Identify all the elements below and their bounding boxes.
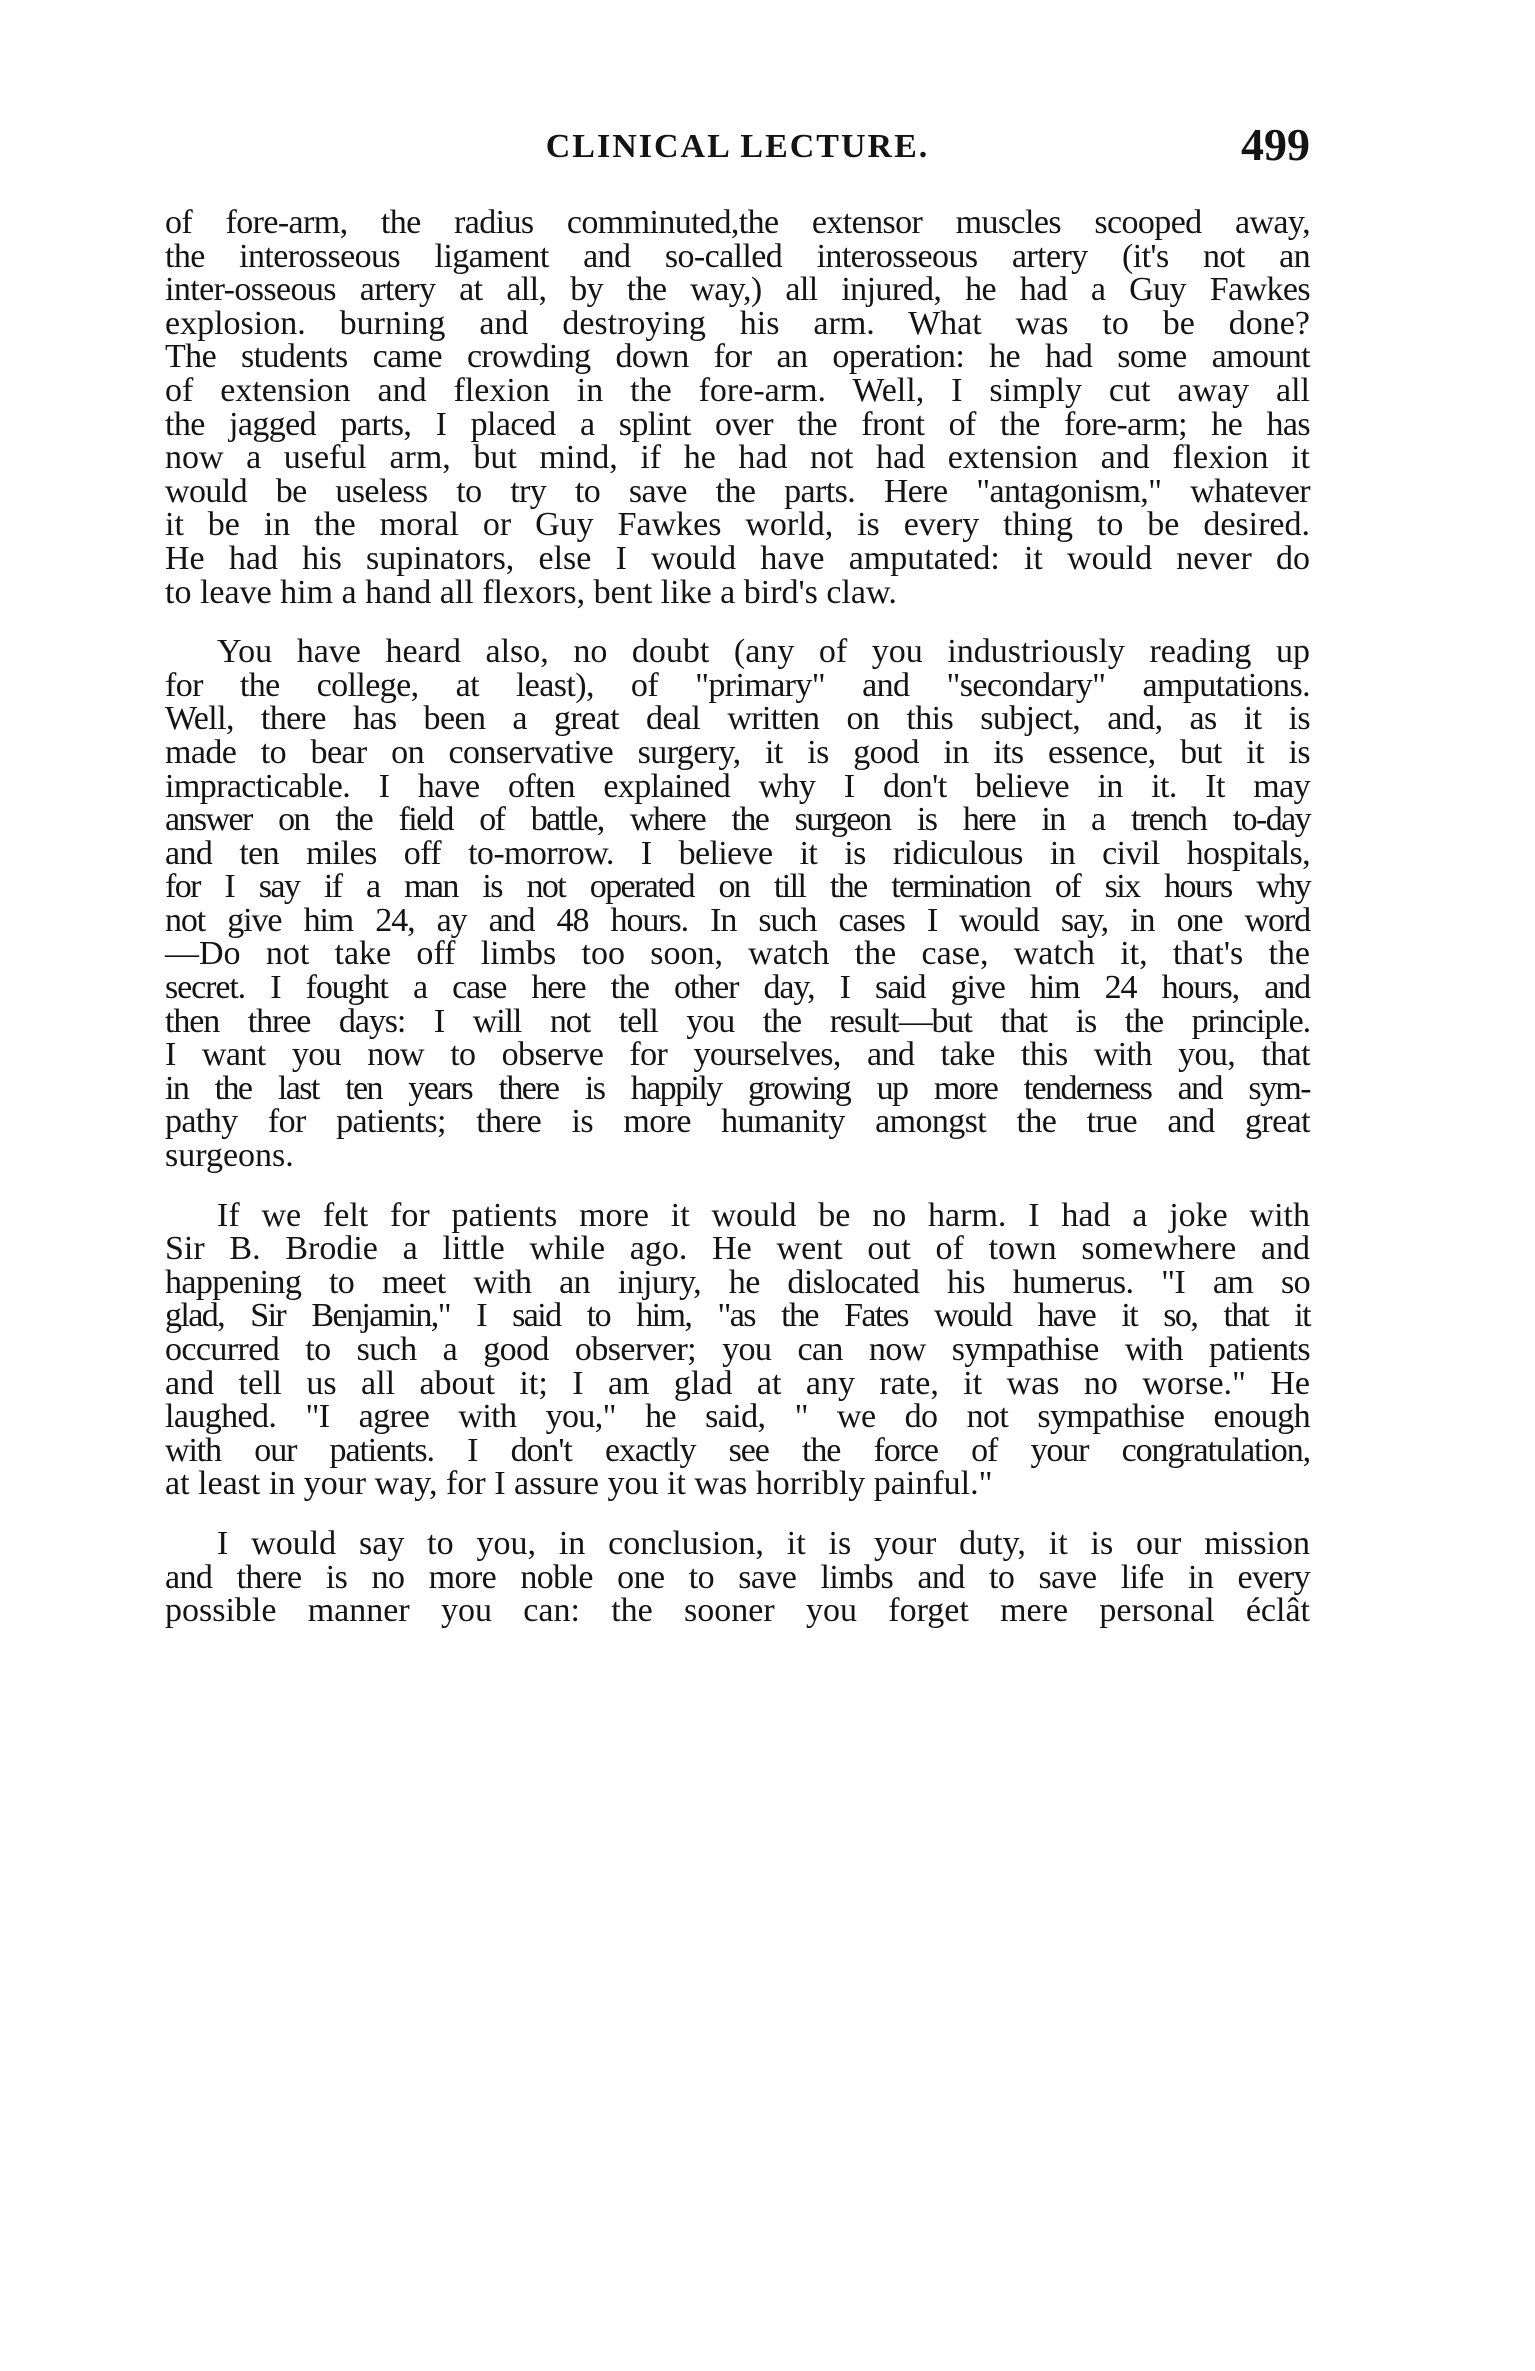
paragraph-2 bbox=[165, 635, 1310, 1173]
text-line: to leave him a hand all flexors, bent like a bird's claw. bbox=[165, 573, 897, 611]
text-line: He had his supinators, else I would have amputated: it would never do bbox=[165, 539, 1310, 577]
text-line: and ten miles off to-morrow. I believe it is ridiculous in civil hospitals, bbox=[165, 834, 1310, 872]
text-line: Sir B. Brodie a little while ago. He went out of town somewhere and bbox=[165, 1230, 1310, 1268]
body-text bbox=[165, 206, 1310, 1654]
text-line: I want you now to observe for yourselves, and take this with you, that bbox=[165, 1036, 1310, 1074]
text-line: and tell us all about it; I am glad at any rate, it was no worse." He bbox=[165, 1364, 1310, 1402]
page-number: 499 bbox=[1241, 119, 1310, 170]
text-line: with our patients. I don't exactly see the force of your congratulation, bbox=[165, 1431, 1310, 1469]
text-line: inter-osseous artery at all, by the way,) all injured, he had a Guy Fawkes bbox=[165, 271, 1310, 309]
text-line: You have heard also, no doubt (any of you industriously reading up bbox=[217, 633, 1310, 671]
text-line: made to bear on conservative surgery, it is good in its essence, but it is bbox=[165, 733, 1310, 771]
text-line: explosion. burning and destroying his arm. What was to be done? bbox=[165, 304, 1310, 342]
text-line: then three days: I will not tell you the result—but that is the principle. bbox=[165, 1002, 1310, 1040]
text-line: answer on the field of battle, where the surgeon is here in a trench to-day bbox=[165, 801, 1310, 839]
text-line: and there is no more noble one to save limbs and to save life in every bbox=[165, 1558, 1310, 1596]
text-line: would be useless to try to save the parts. Here "antagonism," whatever bbox=[165, 472, 1310, 510]
text-line: occurred to such a good observer; you can now sympathise with patients bbox=[165, 1331, 1310, 1368]
text-line: The students came crowding down for an operation: he had some amount bbox=[165, 338, 1310, 376]
paragraph-1 bbox=[165, 206, 1310, 609]
text-line: glad, Sir Benjamin," I said to him, "as the Fates would have it so, that it bbox=[165, 1297, 1310, 1335]
text-line: laughed. "I agree with you," he said, " we do not sympathise enough bbox=[165, 1398, 1310, 1436]
text-line: it be in the moral or Guy Fawkes world, is every thing to be desired. bbox=[165, 506, 1310, 544]
text-line: —Do not take off limbs too soon, watch the case, watch it, that's the bbox=[165, 935, 1310, 973]
text-line: for the college, at least), of "primary" and "secondary" amputations. bbox=[165, 666, 1310, 704]
text-line: surgeons. bbox=[165, 1137, 294, 1175]
text-line: the interosseous ligament and so-called interosseous artery (it's not an bbox=[165, 237, 1310, 275]
text-line: pathy for patients; there is more humanity amongst the true and great bbox=[165, 1103, 1310, 1141]
text-line: of fore-arm, the radius comminuted,the extensor muscles scooped away, bbox=[165, 204, 1310, 241]
text-line: If we felt for patients more it would be no harm. I had a joke with bbox=[217, 1196, 1310, 1234]
text-line: I would say to you, in conclusion, it is your duty, it is our mission bbox=[217, 1524, 1310, 1562]
text-line: now a useful arm, but mind, if he had not had extension and flexion it bbox=[165, 439, 1310, 477]
text-line: happening to meet with an injury, he dislocated his humerus. "I am so bbox=[165, 1263, 1310, 1301]
text-line: for I say if a man is not operated on till the termination of six hours why bbox=[165, 868, 1310, 906]
text-line: impracticable. I have often explained why I don't believe in it. It may bbox=[165, 767, 1310, 805]
text-line: secret. I fought a case here the other day, I said give him 24 hours, and bbox=[165, 969, 1310, 1007]
text-line: of extension and flexion in the fore-arm. Well, I simply cut away all bbox=[165, 371, 1310, 409]
text-line: Well, there has been a great deal written on this subject, and, as it is bbox=[165, 700, 1310, 738]
page-header bbox=[165, 118, 1310, 178]
text-line: the jagged parts, I placed a splint over the front of the fore-arm; he has bbox=[165, 405, 1310, 443]
text-line: possible manner you can: the sooner you forget mere personal éclât bbox=[165, 1592, 1310, 1630]
text-line: in the last ten years there is happily growing up more tenderness and sym- bbox=[165, 1069, 1310, 1107]
running-title: CLINICAL LECTURE. bbox=[545, 128, 930, 165]
paragraph-3 bbox=[165, 1196, 1310, 1503]
paragraph-4 bbox=[165, 1524, 1310, 1630]
text-line: at least in your way, for I assure you it was horribly painful." bbox=[165, 1465, 993, 1503]
text-line: not give him 24, ay and 48 hours. In such cases I would say, in one word bbox=[165, 901, 1310, 939]
